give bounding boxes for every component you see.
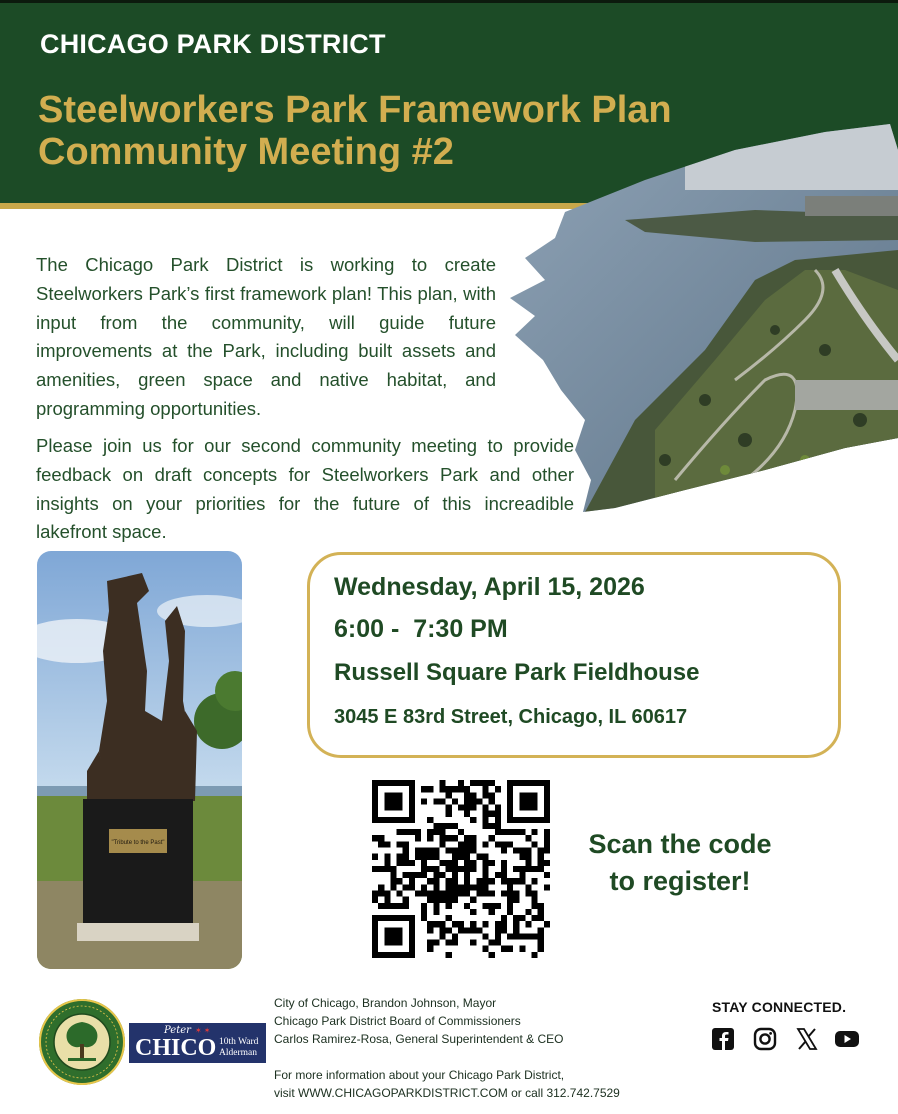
x-icon[interactable] [794, 1026, 820, 1052]
event-venue: Russell Square Park Fieldhouse [334, 659, 700, 686]
alderman-logo [129, 1023, 266, 1063]
event-address: 3045 E 83rd Street, Chicago, IL 60617 [334, 706, 688, 728]
register-line-1: Scan the code [588, 829, 772, 859]
contact-line-2[interactable]: visit WWW.CHICAGOPARKDISTRICT.COM or call 312.742.7529 [274, 1086, 620, 1100]
alderman-first-name: Peter [164, 1025, 191, 1036]
contact-line-1: For more information about your Chicago Park District, [274, 1068, 565, 1082]
alderman-last-name: CHICO [135, 1035, 217, 1061]
alderman-role: Alderman [219, 1048, 257, 1058]
social-links [710, 1026, 860, 1054]
park-district-seal-logo [38, 998, 126, 1086]
event-details-box [307, 552, 841, 758]
instagram-icon[interactable] [752, 1026, 778, 1052]
stay-connected-label: STAY CONNECTED. [712, 999, 847, 1015]
statue-photo [37, 551, 242, 969]
official-line: City of Chicago, Brandon Johnson, Mayor [274, 996, 497, 1010]
facebook-icon[interactable] [710, 1026, 736, 1052]
plaque-text: "Tribute to the Past" [111, 840, 165, 846]
intro-paragraph: The Chicago Park District is working to create Steelworkers Park’s first framework plan! This plan, with input from the community, will guide future improvements at the Park, including built assets and amenities, green space and native habitat, and programming opportunities. [36, 254, 496, 419]
officials-list [274, 994, 563, 1048]
title-line-2: Community Meeting #2 [38, 131, 454, 173]
registration-qr-code[interactable] [372, 780, 550, 958]
org-name: CHICAGO PARK DISTRICT [40, 29, 386, 59]
event-date: Wednesday, April 15, 2026 [334, 573, 645, 601]
contact-info [274, 1066, 620, 1102]
event-time: 6:00 - 7:30 PM [334, 615, 508, 643]
alderman-ward: 10th Ward [219, 1037, 259, 1047]
official-line: Chicago Park District Board of Commissioners [274, 1014, 521, 1028]
chicago-stars-icon: ✶✶ [195, 1026, 213, 1035]
youtube-icon[interactable] [834, 1026, 860, 1052]
register-prompt [563, 826, 797, 900]
invitation-paragraph: Please join us for our second community meeting to provide feedback on draft concepts for Steelworkers Park and other insights on your priorities for the future of this increadible lakefront space. [36, 435, 574, 543]
register-line-2: to register! [609, 866, 751, 896]
official-line: Carlos Ramirez-Rosa, General Superintendent & CEO [274, 1032, 564, 1046]
title-line-1: Steelworkers Park Framework Plan [38, 89, 672, 131]
